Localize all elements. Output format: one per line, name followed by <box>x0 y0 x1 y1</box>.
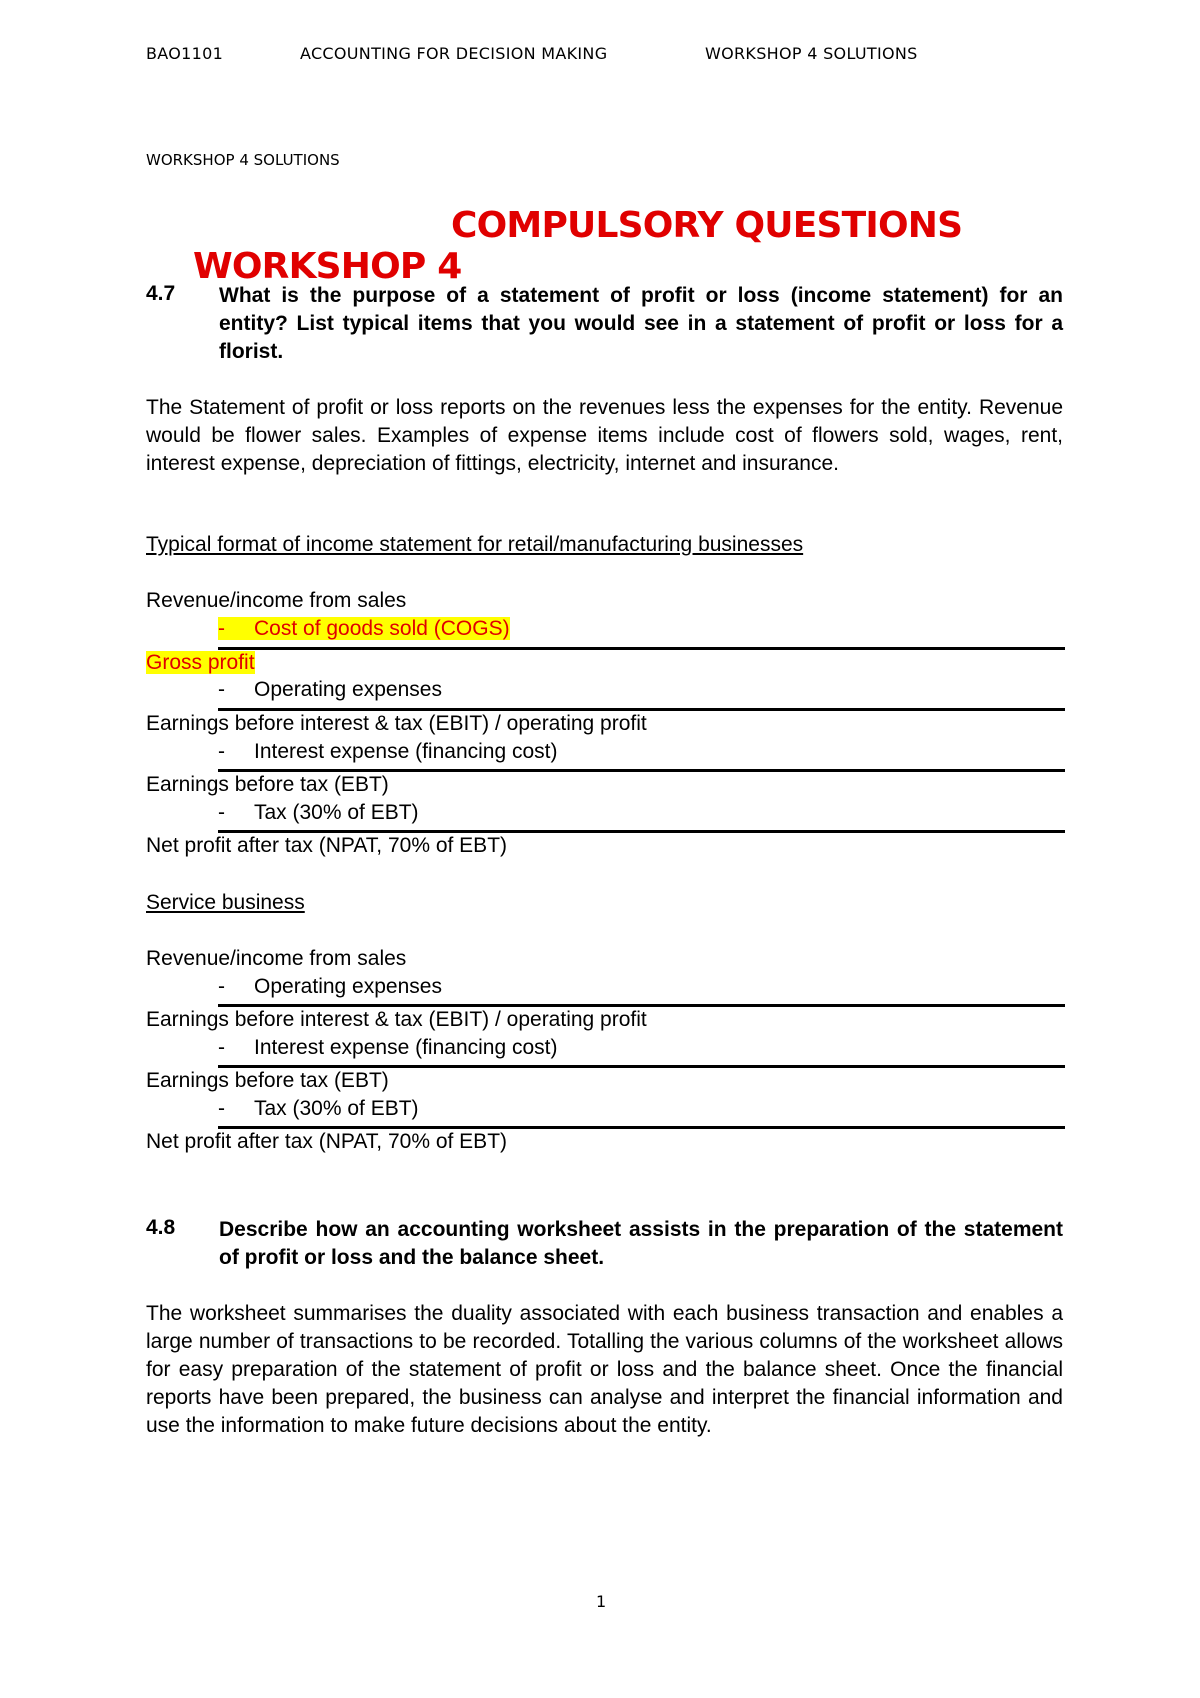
divider-rule <box>218 647 1065 650</box>
service-ebit: Earnings before interest & tax (EBIT) / operating profit <box>146 1008 647 1031</box>
divider-rule <box>218 708 1065 711</box>
service-ebt: Earnings before tax (EBT) <box>146 1069 389 1092</box>
service-opex: Operating expenses <box>254 975 442 998</box>
retail-ebt: Earnings before tax (EBT) <box>146 773 389 796</box>
retail-opex-row <box>218 678 442 702</box>
question-number-4-8: 4.8 <box>146 1216 176 1239</box>
minus-sign: - <box>218 1097 225 1120</box>
divider-rule <box>218 769 1065 772</box>
divider-rule <box>218 830 1065 833</box>
question-number-4-7: 4.7 <box>146 282 176 305</box>
retail-cogs: Cost of goods sold (COGS) <box>254 617 510 640</box>
document-subtitle: WORKSHOP 4 SOLUTIONS <box>146 151 340 169</box>
service-interest-row <box>218 1036 558 1060</box>
retail-format-heading: Typical format of income statement for retail/manufacturing businesses <box>146 533 804 556</box>
answer-text-4-7: The Statement of profit or loss reports on the revenues less the expenses for the entity. Revenue would be flower sales. Examples of expense items include cost of flowers sold, wages, rent, interest expense, depreciation of fittings, electricity, internet and insurance. <box>146 396 1063 475</box>
retail-revenue: Revenue/income from sales <box>146 589 407 612</box>
minus-sign: - <box>218 740 225 763</box>
divider-rule <box>218 1004 1065 1007</box>
service-format-heading: Service business <box>146 891 305 914</box>
header-doc-title: WORKSHOP 4 SOLUTIONS <box>705 44 918 63</box>
retail-interest-row <box>218 740 558 764</box>
retail-npat: Net profit after tax (NPAT, 70% of EBT) <box>146 834 508 857</box>
service-interest: Interest expense (financing cost) <box>254 1036 558 1059</box>
title-compulsory-questions: COMPULSORY QUESTIONS <box>451 205 963 246</box>
retail-ebit: Earnings before interest & tax (EBIT) / operating profit <box>146 712 647 735</box>
retail-tax: Tax (30% of EBT) <box>254 801 419 824</box>
service-tax-row <box>218 1097 419 1121</box>
header-course-title: ACCOUNTING FOR DECISION MAKING <box>300 44 608 63</box>
retail-interest: Interest expense (financing cost) <box>254 740 558 763</box>
minus-sign: - <box>218 801 225 824</box>
divider-rule <box>218 1065 1065 1068</box>
header-course-code: BAO1101 <box>146 44 224 63</box>
service-npat: Net profit after tax (NPAT, 70% of EBT) <box>146 1130 508 1153</box>
title-workshop: WORKSHOP 4 <box>192 246 462 287</box>
gross-profit-highlight: Gross profit <box>146 651 255 674</box>
question-text-4-7: What is the purpose of a statement of profit or loss (income statement) for an entity? List typical items that you would see in a statement of profit or loss for a florist. <box>219 284 1063 363</box>
service-tax: Tax (30% of EBT) <box>254 1097 419 1120</box>
service-opex-row <box>218 975 442 999</box>
minus-sign: - <box>218 617 225 640</box>
minus-sign: - <box>218 975 225 998</box>
retail-opex: Operating expenses <box>254 678 442 701</box>
divider-rule <box>218 1126 1065 1129</box>
page-number: 1 <box>596 1592 607 1611</box>
retail-cogs-row <box>218 617 510 641</box>
service-revenue: Revenue/income from sales <box>146 947 407 970</box>
minus-sign: - <box>218 678 225 701</box>
minus-sign: - <box>218 1036 225 1059</box>
answer-text-4-8: The worksheet summarises the duality associated with each business transaction and enables a large number of transactions to be recorded. Totalling the various columns of the worksheet allows for easy preparation of the statement of profit or loss and the balance sheet. Once the financial reports have been prepared, the business can analyse and interpret the financial information and use the information to make future decisions about the entity. <box>146 1302 1063 1437</box>
retail-cogs-highlight <box>218 617 510 640</box>
question-text-4-8: Describe how an accounting worksheet assists in the preparation of the statement of profit or loss and the balance sheet. <box>219 1218 1063 1269</box>
retail-tax-row <box>218 801 419 825</box>
retail-gross-profit <box>146 651 255 675</box>
